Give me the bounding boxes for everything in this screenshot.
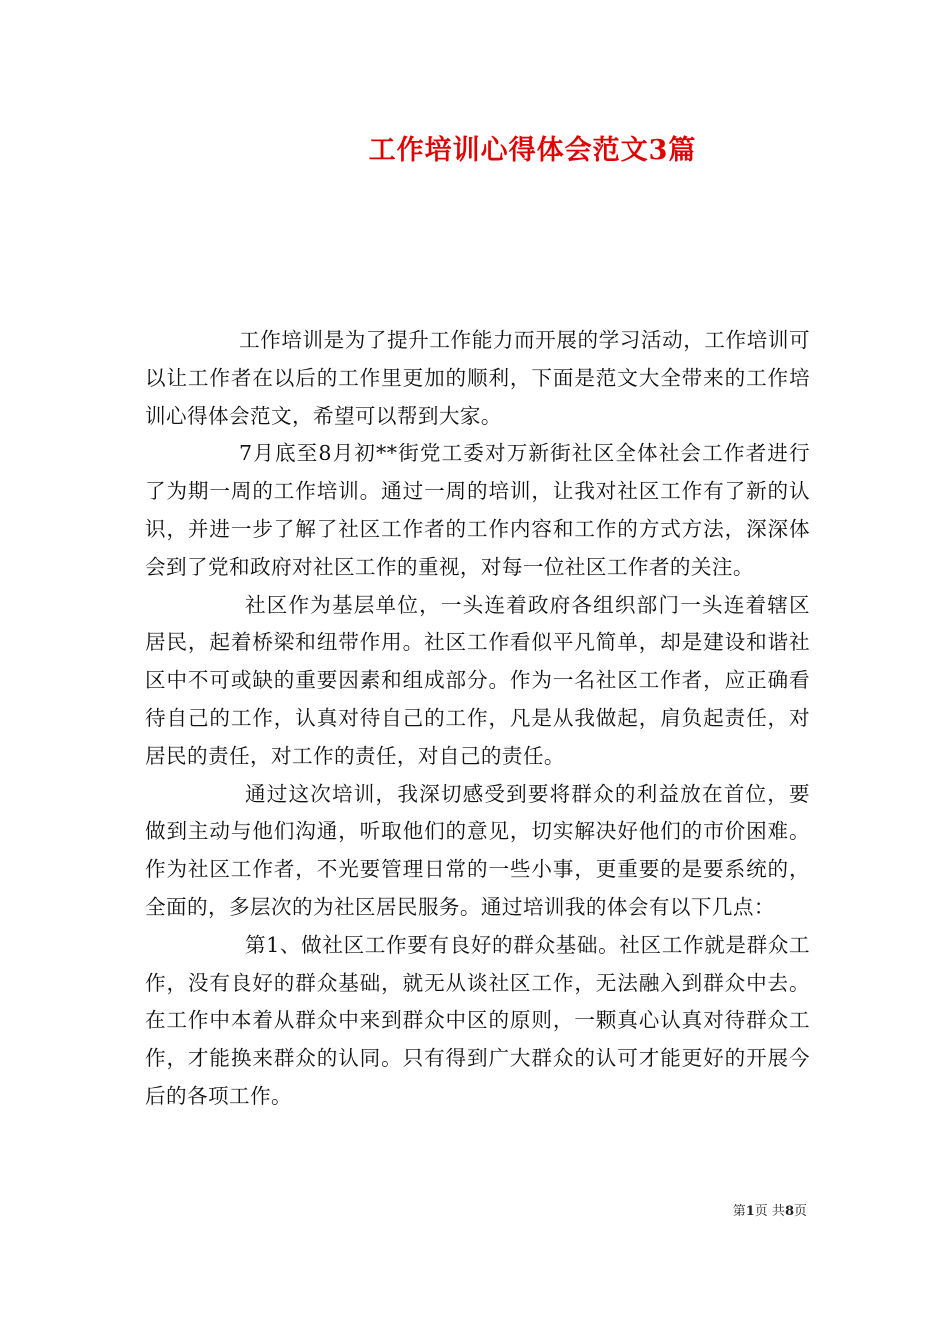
page-label-prefix: 第 <box>732 1204 746 1219</box>
page-number-footer <box>733 1203 807 1221</box>
paragraph-intro: 工作培训是为了提升工作能力而开展的学习活动，工作培训可以让工作者在以后的工作里更加的顺利，下面是范文大全带来的工作培训心得体会范文，希望可以帮到大家。 <box>145 328 810 428</box>
total-pages-number: 8 <box>784 1204 794 1219</box>
document-body <box>145 322 810 1116</box>
paragraph-community-role: 社区作为基层单位，一头连着政府各组织部门一头连着辖区居民，起着桥梁和纽带作用。社区工作看似平凡简单，却是建设和谐社区中不可或缺的重要因素和组成部分。作为一名社区工作者，应正确看待自己的工作，认真对待自己的工作，凡是从我做起，肩负起责任，对居民的责任，对工作的责任，对自己的责任。 <box>145 592 810 768</box>
paragraph-point-one: 第1、做社区工作要有良好的群众基础。社区工作就是群众工作，没有良好的群众基础，就无从谈社区工作，无法融入到群众中去。在工作中本着从群众中来到群众中区的原则，一颗真心认真对待群众工作，才能换来群众的认同。只有得到广大群众的认可才能更好的开展今后的各项工作。 <box>145 932 810 1108</box>
paragraph-training-overview: 7月底至8月初**街党工委对万新街社区全体社会工作者进行了为期一周的工作培训。通过一周的培训，让我对社区工作有了新的认识，并进一步了解了社区工作者的工作内容和工作的方式方法，深深体会到了党和政府对社区工作的重视，对每一位社区工作者的关注。 <box>145 441 810 579</box>
document-title: 工作培训心得体会范文3篇 <box>368 135 697 166</box>
paragraph-training-feelings: 通过这次培训，我深切感受到要将群众的利益放在首位，要做到主动与他们沟通，听取他们的意见，切实解决好他们的市价困难。作为社区工作者，不光要管理日常的一些小事，更重要的是要系统的，全面的，多层次的为社区居民服务。通过培训我的体会有以下几点： <box>145 781 810 919</box>
current-page-number: 1 <box>745 1204 755 1219</box>
page-label-suffix: 页 <box>793 1204 807 1219</box>
page-label-mid: 页 共 <box>754 1204 785 1219</box>
